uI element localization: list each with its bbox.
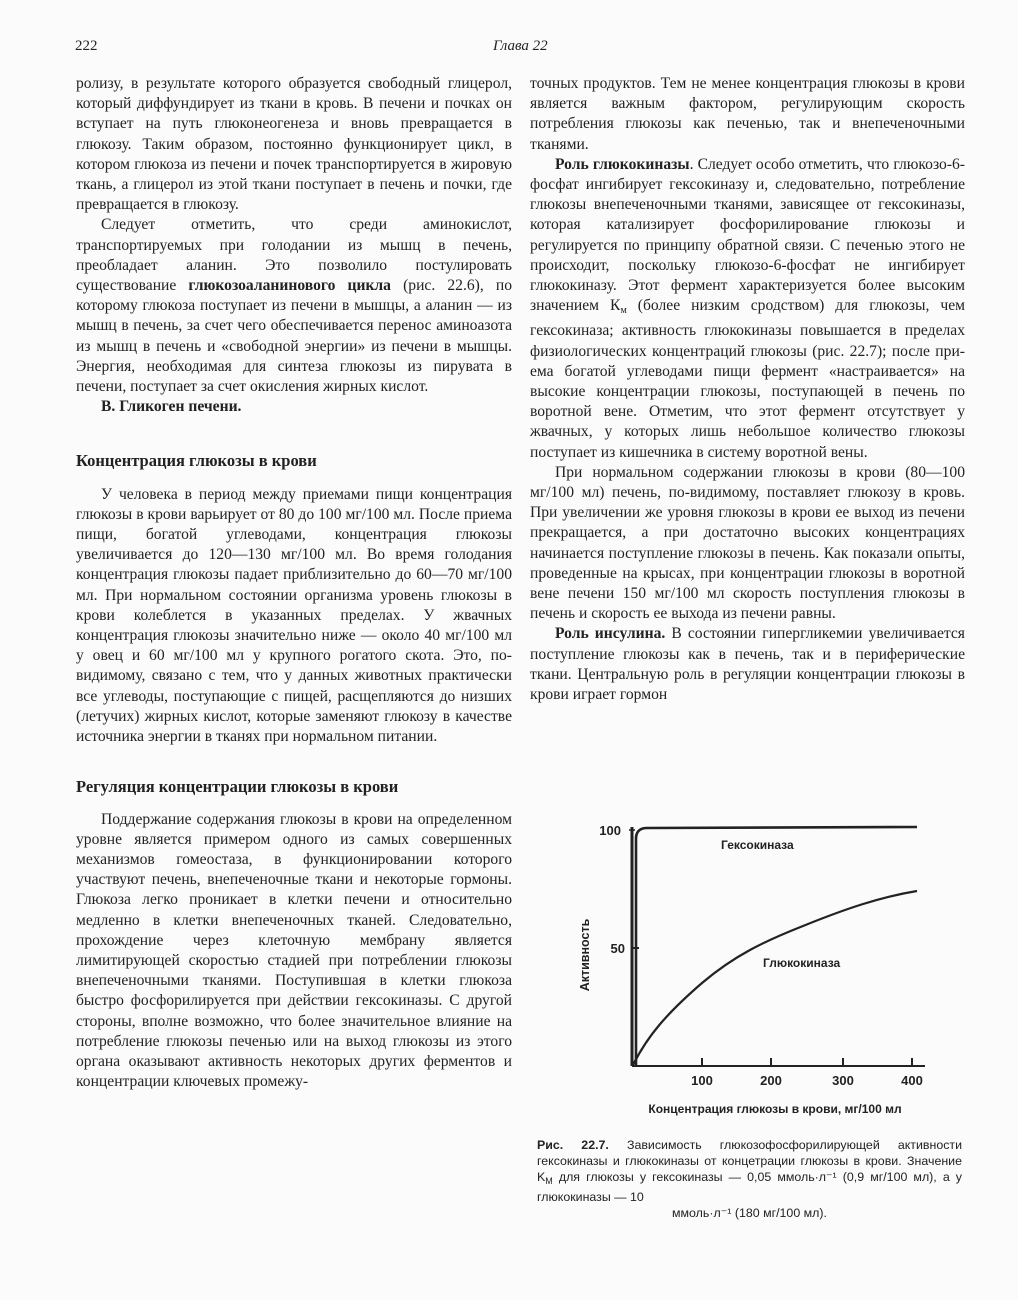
caption-last-line: ммоль·л⁻¹ (180 мг/100 мл). xyxy=(672,1206,827,1220)
subheading: В. Гликоген печени. xyxy=(101,398,242,416)
paragraph: Роль глюкокиназы. Следует особо отметить, что глюкозо-6-фосфат ингибирует гексокиназу и, следовательно, потребление глюкозы внепеченочными тканями, зависящее от гексокиназы, которая катализирует фосфорилирование глюкозы и регулируется по принципу обратной связи. С печенью этого не происходит, поскольку глюкозо-6-фосфат не ингибирует глюкокиназу. Этот фермент характеризуется более высоким значением $К_м$ (более низким сродством) для глюкозы, чем гексокиназа; активность глюкокиназы повышается в пределах физиологических концентраций глюкозы (рис. 22.7); после приема богатой углеводами пищи фермент «настраивается» на высокие концентрации глюкозы, поступающей в печень по воротной вене. Отметим, что этот фермент отсутствует у жвачных, у которых лишь небольшое количество глюкозы поступает из кишечника в систему воротной вены. xyxy=(530,155,965,461)
glucokinase-label: Глюкокиназа xyxy=(763,956,841,970)
figure-22-7-chart xyxy=(565,815,985,1125)
page-number: 222 xyxy=(75,38,98,54)
hexokinase-label: Гексокиназа xyxy=(721,838,794,852)
term-glucose-alanine-cycle: глюкозоаланинового цикла xyxy=(188,277,391,295)
term-glucokinase-role: Роль глюкокиназы xyxy=(555,155,690,173)
figure-caption: Рис. 22.7. Зависимость глюкозофосфорилирующей активности гексокиназы и глюкокиназы от концетрации глюкозы в крови. Значение $K_M$ для глюкозы у гексокиназы — 0,05 ммоль·л⁻¹ (0,9 мг/100 мл), а у глюкокиназы — 10 ммоль·л⁻¹ (180 мг/100 мл). xyxy=(537,1138,962,1220)
y-label-50: 50 xyxy=(610,941,625,956)
y-label-100: 100 xyxy=(599,823,621,838)
section-title-blood-glucose: Концентрация глюкозы в крови xyxy=(76,451,317,471)
paragraph: Следует отметить, что среди аминокислот, транспортируемых при голодании из мышц в печень, преобладает аланин. Это позволило постулировать существование глюкозоаланинового цикла (рис. 22.6), по которому глюкоза поступает из печени в мышцы, а аланин — из мышц в печень, за счет чего обеспечивается перенос аминоазота из мышц в печень и «свободной энергии» из печени в мышцы. Энергия, необходимая для синтеза глюкозы из пирувата в печени, поступает за счет окисления жирных кислот. xyxy=(76,216,512,396)
paragraph: При нормальном содержании глюкозы в крови (80—100 мг/100 мл) печень, по-видимому, поставляет глюкозу в кровь. При увеличении же уровня глюкозы в крови ее выход из печени прекращается, а при достаточно высоких концентрациях начинается поступление глюкозы в печень. Как показали опыты, проведенные на крысах, при концентрации глюкозы в воротной вене печени 150 мг/100 мл скорость поступления глюкозы в печень и скорость ее выхода из печени равны. xyxy=(530,463,965,623)
paragraph: точных продуктов. Тем не менее концентрация глюкозы в крови является важным фактором, регулирующим скорость потребления глюкозы как печенью, так и внепеченочными тканями. xyxy=(530,75,965,153)
running-head: Глава 22 xyxy=(493,38,548,54)
caption-label: Рис. 22.7. xyxy=(537,1138,609,1152)
chart-svg xyxy=(565,815,985,1125)
paragraph: Поддержание содержания глюкозы в крови на определенном уровне является примером одного из самых совершенных механизмов гомеостаза, в функционировании которого участвуют печень, внепеченочные ткани и некоторые гормоны. Глюкоза легко проникает в клетки печени и относительно медленно в клетки внепеченочных тканей. Следовательно, прохождение через клеточную мембрану является лимитирующей скоростью стадией при потреблении глюкозы внепеченочными тканями. Поступившая в клетки глюкоза быстро фосфорилируется при действии гексокиназы. С другой стороны, вполне возможно, что более значительное влияние на потребление глюкозы печенью или на выход глюкозы из этого органа оказывают активность некоторых других ферментов и концентрации ключевых промежу- xyxy=(76,810,512,1091)
y-axis-title: Активность xyxy=(578,918,592,992)
paragraph: У человека в период между приемами пищи концентрация глюкозы в крови варьирует от 80 до 100 мг/100 мл. После приема пищи, богатой углеводами, концентрация глюкозы увеличивается до 120—130 мг/100 мл. Во время голодания концентрация глюкозы падает приблизительно до 60—70 мг/100 мл. При нормальном состоянии организма уровень глюкозы в крови колеблется в указанных пределах. У жвачных концентрация глюкозы значительно ниже — около 40 мг/100 мл у овец и 60 мг/100 мл у крупного рогатого скота. Это, по-видимому, связано с тем, что у данных животных практически все углеводы, поступающие с пищей, расщепляются до низших (летучих) жирных кислот, которые заменяют глюкозу в качестве источника энергии в тканях при нормальном питании. xyxy=(76,485,512,746)
paragraph: ролизу, в результате которого образуется свободный глицерол, который диффундирует из ткани в кровь. В печени и почках он вступает на путь глюконеогенеза и вновь превращается в глюкозу. Таким образом, постоянно функционирует цикл, в котором глюкоза из печени и почек транспортируется в жировую ткань, а глицерол из этой ткани поступает в печень и почки, где превращается в глюкозу. xyxy=(76,75,512,214)
glucokinase-curve xyxy=(633,891,917,1065)
right-column xyxy=(530,74,965,705)
paragraph: Роль инсулина. В состоянии гипергликемии увеличивается поступление глюкозы как в печень, так и в периферические ткани. Центральную роль в регуляции концентрации глюкозы в крови играет гормон xyxy=(530,625,965,704)
x-label-200: 200 xyxy=(760,1073,782,1088)
x-label-400: 400 xyxy=(901,1073,923,1088)
section-title-regulation: Регуляция концентрации глюкозы в крови xyxy=(76,777,399,797)
x-axis-title: Концентрация глюкозы в крови, мг/100 мл xyxy=(648,1102,902,1116)
x-label-300: 300 xyxy=(832,1073,854,1088)
hexokinase-curve xyxy=(636,827,917,1066)
left-column xyxy=(76,74,512,1092)
term-insulin-role: Роль инсулина. xyxy=(555,625,666,643)
x-label-100: 100 xyxy=(691,1073,713,1088)
